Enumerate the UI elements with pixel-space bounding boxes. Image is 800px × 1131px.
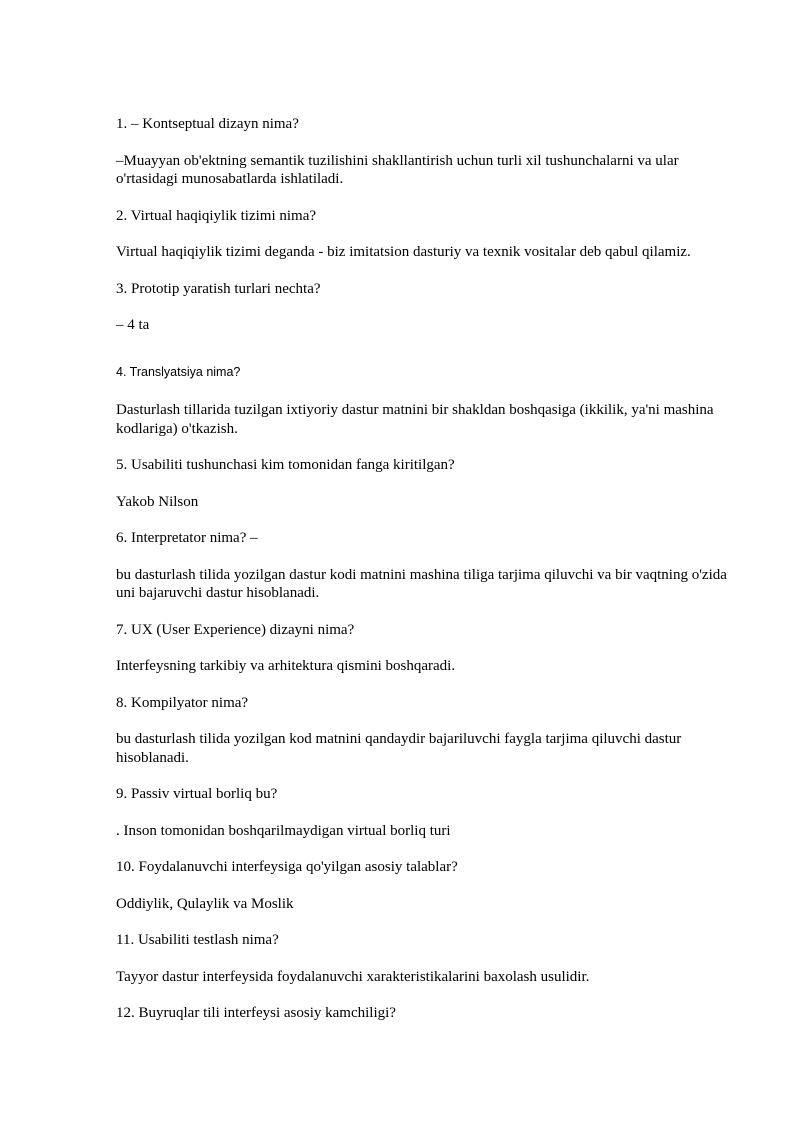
answer-5: Yakob Nilson [116,493,199,510]
answer-6: bu dasturlash tilida yozilgan dastur kodi matnini mashina tiliga tarjima qiluvchi va bir vaqtning o'zida uni bajaruvchi dastur hisoblanadi. [116,566,727,601]
answer-2: Virtual haqiqiylik tizimi deganda - biz imitatsion dasturiy va texnik vositalar deb qabul qilamiz. [116,244,691,260]
question-6: 6. Interpretator nima? – [116,530,258,546]
question-8: 8. Kompilyator nima? [116,694,249,711]
question-7: 7. UX (User Experience) dizayni nima? [116,621,355,638]
question-2: 2. Virtual haqiqiylik tizimi nima? [116,207,317,224]
answer-1: –Muayyan ob'ektning semantik tuzilishini shakllantirish uchun turli xil tushunchalarni va ular o'rtasidagi munosabatlarda ishlatiladi. [116,152,679,187]
question-4: 4. Translyatsiya nima? [116,364,241,379]
answer-11: Tayyor dastur interfeysida foydalanuvchi xarakteristikalarini baxolash usulidir. [116,968,590,985]
question-10: 10. Foydalanuvchi interfeysiga qo'yilgan asosiy talablar? [116,859,458,875]
answer-9: . Inson tomonidan boshqarilmaydigan virtual borliq turi [116,822,451,839]
question-12: 12. Buyruqlar tili interfeysi asosiy kamchiligi? [116,1005,396,1021]
question-1: 1. – Kontseptual dizayn nima? [116,116,299,132]
answer-3: – 4 ta [116,317,150,333]
answer-8: bu dasturlash tilida yozilgan kod matnini qandaydir bajariluvchi faygla tarjima qiluvchi dastur hisoblanadi. [116,731,682,766]
answer-4: Dasturlash tillarida tuzilgan ixtiyoriy dastur matnini bir shakldan boshqasiga (ikkilik, ya'ni mashina kodlariga) o'tkazish. [116,402,714,437]
document-page [116,115,736,1041]
answer-10: Oddiylik, Qulaylik va Moslik [116,895,294,912]
question-9: 9. Passiv virtual borliq bu? [116,786,278,802]
answer-7: Interfeysning tarkibiy va arhitektura qismini boshqaradi. [116,658,456,674]
question-11: 11. Usabiliti testlash nima? [116,932,279,948]
question-5: 5. Usabiliti tushunchasi kim tomonidan fanga kiritilgan? [116,457,455,473]
question-3: 3. Prototip yaratish turlari nechta? [116,280,321,297]
